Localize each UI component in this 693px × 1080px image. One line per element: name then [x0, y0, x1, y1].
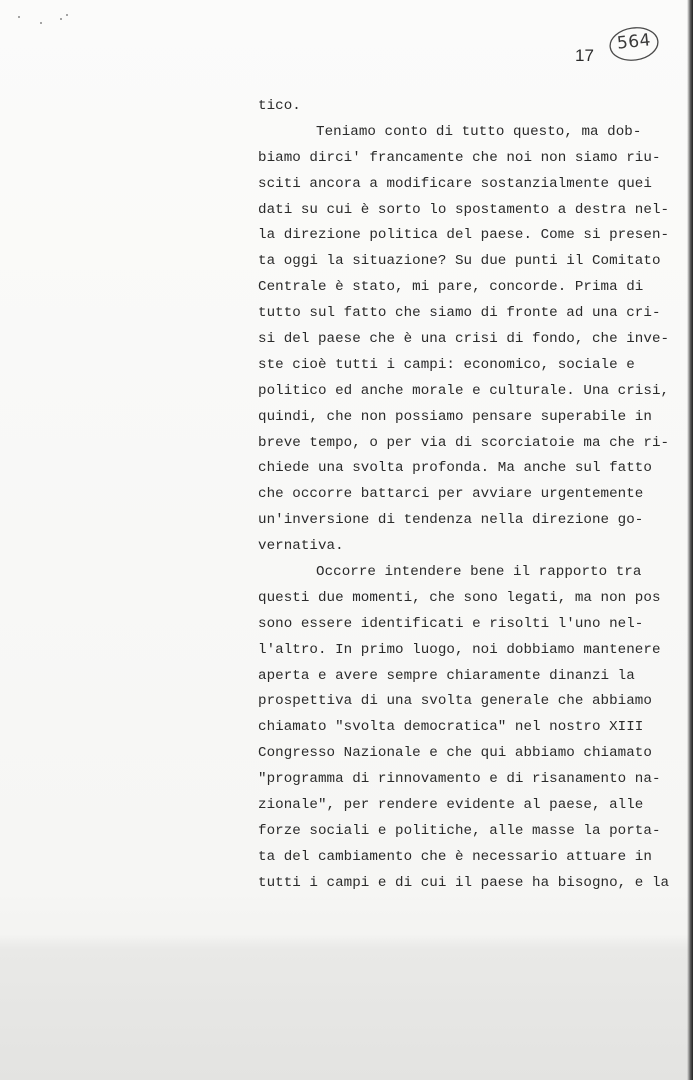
text-line: breve tempo, o per via di scorciatoie ma che ri-	[258, 434, 670, 451]
text-line: sono essere identificati e risolti l'uno nel-	[258, 615, 644, 632]
text-line: un'inversione di tendenza nella direzione go-	[258, 512, 644, 529]
page-edge	[687, 0, 693, 1080]
text-line: ste cioè tutti i campi: economico, sociale e	[258, 356, 635, 373]
text-line: Congresso Nazionale e che qui abbiamo chiamato	[258, 745, 652, 762]
text-line: ta oggi la situazione? Su due punti il Comitato	[258, 253, 661, 270]
text-line: prospettiva di una svolta generale che abbiamo	[258, 693, 652, 710]
typed-text-body	[258, 94, 678, 897]
text-line: tutto sul fatto che siamo di fronte ad una cri-	[258, 305, 661, 322]
text-line: Centrale è stato, mi pare, concorde. Prima di	[258, 279, 644, 296]
scan-speck	[60, 18, 62, 20]
text-line: questi due momenti, che sono legati, ma non pos	[258, 589, 661, 606]
text-line: sciti ancora a modificare sostanzialmente quei	[258, 175, 652, 192]
text-line: tutti i campi e di cui il paese ha bisogno, e la	[258, 874, 670, 891]
text-line: l'altro. In primo luogo, noi dobbiamo mantenere	[258, 641, 661, 658]
paragraph-first-line: Occorre intendere bene il rapporto tra	[316, 564, 642, 581]
text-line: vernativa.	[258, 538, 344, 555]
text-line: aperta e avere sempre chiaramente dinanzi la	[258, 667, 635, 684]
text-line: dati su cui è sorto lo spostamento a destra nel-	[258, 201, 670, 218]
scan-speck	[40, 22, 42, 24]
text-line: quindi, che non possiamo pensare superabile in	[258, 408, 652, 425]
text-line: si del paese che è una crisi di fondo, che inve-	[258, 331, 670, 348]
text-line: forze sociali e politiche, alle masse la porta-	[258, 822, 661, 839]
text-line: "programma di rinnovamento e di risanamento na-	[258, 771, 661, 788]
text-line: zionale", per rendere evidente al paese, alle	[258, 797, 644, 814]
text-line: la direzione politica del paese. Come si presen-	[258, 227, 670, 244]
text-line: chiede una svolta profonda. Ma anche sul fatto	[258, 460, 652, 477]
scan-speck	[66, 14, 68, 16]
text-line: tico.	[258, 98, 301, 114]
archive-stamp-number: 564	[616, 30, 652, 54]
text-line: ta del cambiamento che è necessario attuare in	[258, 848, 652, 865]
page-number: 17	[575, 46, 594, 65]
text-line: chiamato "svolta democratica" nel nostro XIII	[258, 719, 644, 736]
text-line: politico ed anche morale e culturale. Una crisi,	[258, 382, 670, 399]
paragraph-first-line: Teniamo conto di tutto questo, ma dob-	[316, 123, 642, 140]
text-line: biamo dirci' francamente che noi non siamo riu-	[258, 149, 661, 166]
archive-stamp	[607, 24, 661, 64]
page-shadow	[0, 935, 693, 1080]
text-line: che occorre battarci per avviare urgentemente	[258, 486, 644, 503]
scan-speck	[18, 16, 20, 18]
